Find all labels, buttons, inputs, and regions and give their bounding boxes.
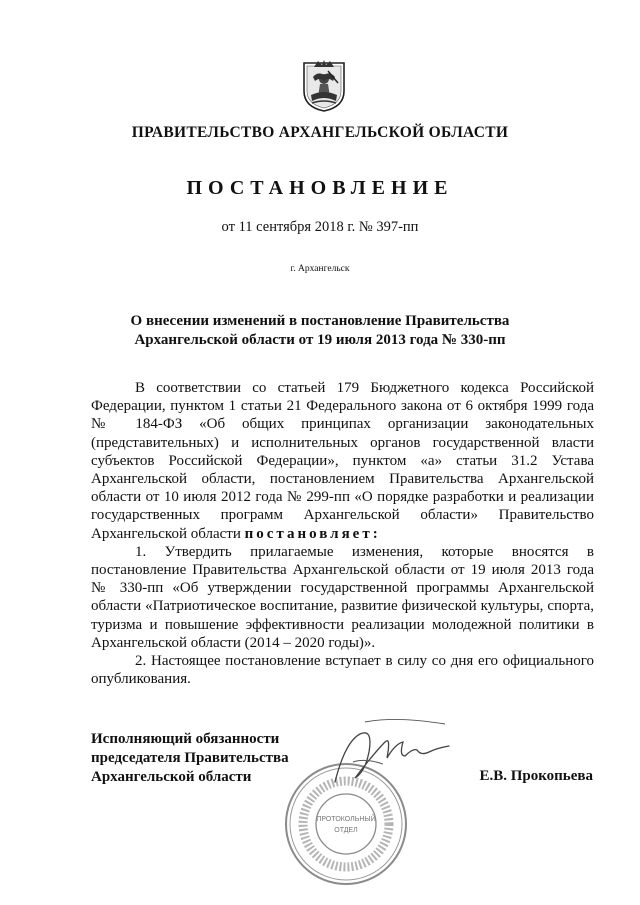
svg-text:ОТДЕЛ: ОТДЕЛ — [334, 827, 358, 834]
document-city: г. Архангельск — [290, 264, 350, 274]
svg-text:ПРОТОКОЛЬНЫЙ: ПРОТОКОЛЬНЫЙ — [316, 816, 376, 823]
item-1-paragraph: 1. Утвердить прилагаемые изменения, которые вносятся в постановление Правительства Архангельской области от 19 июля 2013 года № 330-пп «Об утверждении государственной программы Архангельской области «Патриотическое воспитание, развитие физической культуры, спорта, туризма и повышение эффективности реализации молодежной политики в Архангельской области (2014 – 2020 годы)». — [91, 543, 594, 651]
subject-line-1: О внесении изменений в постановление Правительства — [130, 313, 510, 329]
position-line-1: Исполняющий обязанности — [91, 731, 280, 747]
signature-icon — [325, 712, 455, 792]
organization-title: ПРАВИТЕЛЬСТВО АРХАНГЕЛЬСКОЙ ОБЛАСТИ — [131, 124, 509, 141]
position-line-3: Архангельской области — [91, 769, 252, 785]
subject-line-2: Архангельской области от 19 июля 2013 года № 330-пп — [134, 332, 506, 348]
preamble-paragraph — [91, 379, 594, 543]
document-body — [91, 379, 594, 688]
document-subject — [120, 312, 520, 350]
preamble-text: В соответствии со статьей 179 Бюджетного кодекса Российской Федерации, пунктом 1 статьи 21 Федерального закона от 6 октября 1999 года № 184-ФЗ «Об общих принципах организации законодательных (представительных) и исполнительных органов государственной власти субъектов Российской Федерации», пунктом «а» статьи 31.2 Устава Архангельской области, постановлением Правительства Архангельской области от 10 июля 2012 года № 299-пп «О порядке разработки и реализации государственных программ Архангельской области» Правительство Архангельской области — [91, 380, 594, 542]
document-type-heading: ПОСТАНОВЛЕНИЕ — [186, 177, 454, 199]
document-date-number: от 11 сентября 2018 г. № 397-пп — [221, 219, 419, 235]
signatory-name: Е.В. Прокопьева — [479, 768, 593, 784]
decree-word: постановляет: — [244, 525, 381, 542]
item-2-paragraph: 2. Настоящее постановление вступает в силу со дня его официального опубликования. — [91, 653, 594, 688]
position-line-2: председателя Правительства — [91, 750, 289, 766]
coat-of-arms-icon — [300, 57, 348, 113]
